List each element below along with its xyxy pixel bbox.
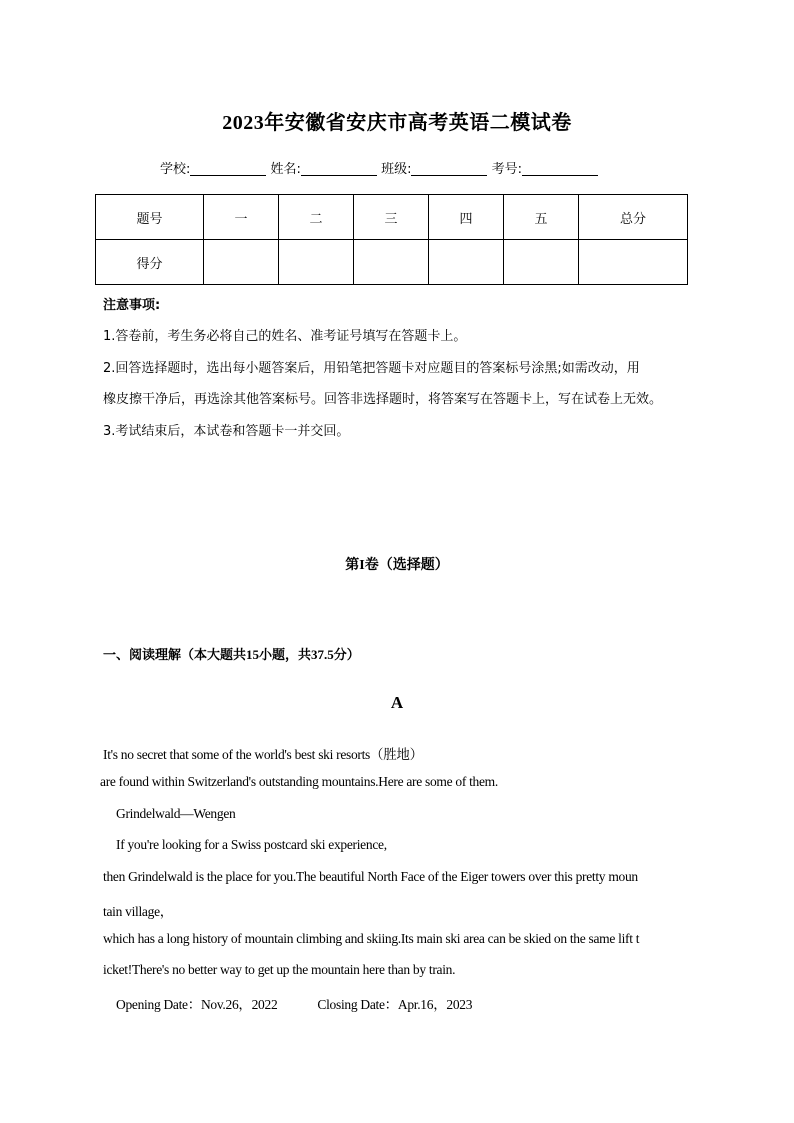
opening-date: Opening Date：Nov.26，2022 (116, 997, 278, 1012)
note-item-2: 2.回答选择题时，选出每小题答案后，用铅笔把答题卡对应题目的答案标号涂黑;如需改动，用 (103, 361, 640, 376)
class-label: 班级: (381, 162, 412, 177)
resort-heading: Grindelwald—Wengen (116, 806, 236, 821)
score-row-label: 得分 (96, 240, 204, 285)
school-label: 学校: (160, 162, 191, 177)
header-total: 总分 (579, 195, 688, 240)
note-item-3: 3.考试结束后，本试卷和答题卡一并交回。 (103, 424, 350, 439)
header-part-2: 二 (279, 195, 354, 240)
name-blank[interactable] (301, 161, 377, 176)
closing-date: Closing Date：Apr.16，2023 (317, 997, 473, 1012)
header-part-4: 四 (429, 195, 504, 240)
exam-number-blank[interactable] (522, 161, 598, 176)
notes-title: 注意事项: (103, 298, 161, 313)
section-title: 一、阅读理解（本大题共15小题，共37.5分） (103, 647, 360, 662)
page-title: 2023年安徽省安庆市高考英语二模试卷 (222, 112, 572, 134)
passage-line: which has a long history of mountain climbing and skiing.Its main ski area can be skied on the same lift t (103, 931, 640, 946)
score-cell-1[interactable] (204, 240, 279, 285)
score-table (95, 194, 688, 285)
part-title: 第I卷（选择题） (345, 558, 449, 573)
score-cell-2[interactable] (279, 240, 354, 285)
name-label: 姓名: (270, 162, 301, 177)
header-part-5: 五 (504, 195, 579, 240)
exam-number-label: 考号: (491, 162, 522, 177)
passage-line: are found within Switzerland's outstanding mountains.Here are some of them. (100, 774, 498, 789)
resort-dates (116, 993, 472, 1013)
note-item-1: 1.答卷前，考生务必将自己的姓名、准考证号填写在答题卡上。 (103, 329, 467, 344)
school-blank[interactable] (190, 161, 266, 176)
passage-line: If you're looking for a Swiss postcard ski experience, (116, 837, 387, 852)
passage-label: A (390, 693, 404, 712)
score-table-header-row (96, 195, 688, 240)
passage-line: then Grindelwald is the place for you.The beautiful North Face of the Eiger towers over this pretty moun (103, 869, 638, 884)
score-cell-3[interactable] (354, 240, 429, 285)
passage-line: icket!There's no better way to get up the mountain here than by train. (103, 962, 456, 977)
passage-line: It's no secret that some of the world's best ski resorts（胜地） (103, 747, 423, 762)
header-question-number: 题号 (96, 195, 204, 240)
score-table-score-row (96, 240, 688, 285)
header-part-3: 三 (354, 195, 429, 240)
score-cell-4[interactable] (429, 240, 504, 285)
score-cell-5[interactable] (504, 240, 579, 285)
class-blank[interactable] (411, 161, 487, 176)
passage-line: tain village， (103, 904, 173, 919)
header-part-1: 一 (204, 195, 279, 240)
note-item-2-continued: 橡皮擦干净后，再选涂其他答案标号。回答非选择题时，将答案写在答题卡上，写在试卷上无效。 (103, 392, 663, 407)
score-cell-total[interactable] (579, 240, 688, 285)
student-info-line (160, 158, 598, 177)
